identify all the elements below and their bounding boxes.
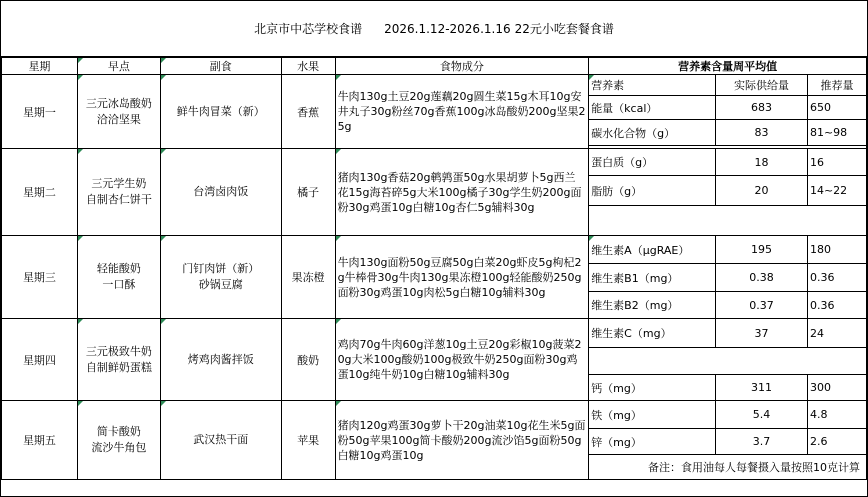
breakfast-item: 三元学生奶 [91,177,147,190]
nutrient-name: 维生素A（μgRAE） [589,236,716,264]
fruit-cell: 果冻橙 [281,236,335,319]
breakfast-cell [77,236,160,319]
col-day: 星期 [2,58,78,75]
page-title [1,1,867,57]
nutrient-actual: 0.37 [716,292,808,319]
col-fruit: 水果 [281,58,335,75]
nutrient-name: 铁（mg） [589,401,716,429]
nutrition-note: 备注：食用油每人每餐摄入量按照10克计算 [589,455,867,480]
ingredients-cell: 鸡肉70g牛肉60g洋葱10g土豆20g彩椒10g菠菜20g大米100g酸奶100g极致牛奶250g面粉30g鸡蛋10g纯牛奶10g白糖10g辅料30g [335,319,589,401]
breakfast-item: 三元冰岛酸奶 [85,96,152,110]
breakfast-item: 流沙牛角包 [91,441,147,454]
day-cell: 星期一 [2,75,78,149]
nutrient-recommended: 650 [807,96,866,120]
nutrient-name: 碳水化合物（g） [589,120,716,146]
side-cell [160,319,281,401]
breakfast-item: 轻能酸奶 [96,262,141,275]
breakfast-cell [77,149,160,236]
ingredients-cell: 猪肉130g香菇20g鹌鹑蛋50g水果胡萝卜5g西兰花15g海苔碎5g大米100g橘子30g学生奶200g面粉30g鸡蛋10g白糖10g杏仁5g辅料30g [335,149,589,236]
breakfast-cell [77,401,160,480]
breakfast-cell [77,319,160,401]
plan-name: 22元小吃套餐食谱 [514,22,614,36]
nutrient-actual: 3.7 [716,429,808,455]
nutrition-header-actual: 实际供给量 [716,75,808,96]
school-name: 北京市中芯学校食谱 [254,22,363,36]
nutrient-actual: 683 [716,96,808,120]
breakfast-item: 简卡酸奶 [96,425,141,438]
nutrient-actual: 18 [716,149,808,176]
header-row [2,58,867,75]
nutrient-recommended: 2.6 [807,429,866,455]
ingredients-cell: 牛肉130g面粉50g豆腐50g白菜20g虾皮5g枸杞2g牛棒骨30g牛肉130g果冻橙100g轻能酸奶250g面粉30g鸡蛋10g肉松5g白糖10g辅料30g [335,236,589,319]
nutrition-header-recommended: 推荐量 [807,75,866,96]
nutrient-recommended: 16 [807,149,866,176]
nutrient-recommended: 14~22 [807,176,866,206]
col-ingredients: 食物成分 [335,58,589,75]
nutrient-name: 维生素B2（mg） [589,292,716,319]
day-cell: 星期二 [2,149,78,236]
side-item: 烤鸡肉酱拌饭 [187,352,254,366]
breakfast-item: 自制杏仁饼干 [85,193,152,206]
nutrient-actual: 37 [716,319,808,348]
nutrient-recommended: 180 [807,236,866,264]
nutrient-name: 维生素B1（mg） [589,264,716,292]
col-side: 副食 [160,58,281,75]
breakfast-cell [77,75,160,149]
nutrient-recommended: 0.36 [807,264,866,292]
side-cell [160,149,281,236]
nutrient-name: 蛋白质（g） [589,149,716,176]
side-item: 鲜牛肉冒菜（新） [176,104,265,118]
breakfast-item: 一口酥 [102,278,136,291]
nutrient-name: 钙（mg） [589,375,716,401]
breakfast-item: 洽洽坚果 [96,112,141,126]
side-cell [160,401,281,480]
nutrient-recommended: 24 [807,319,866,348]
nutrient-actual: 20 [716,176,808,206]
side-item: 武汉热干面 [193,433,249,446]
fruit-cell: 苹果 [281,401,335,480]
side-cell [160,236,281,319]
nutrient-name: 维生素C（mg） [589,319,716,348]
side-item: 砂锅豆腐 [198,278,243,291]
ingredients-cell: 牛肉130g土豆20g莲藕20g圆生菜15g木耳10g安井丸子30g粉丝70g香蕉100g冰岛酸奶200g坚果25g [335,75,589,149]
col-breakfast: 早点 [77,58,160,75]
side-item: 台湾卤肉饭 [193,185,249,198]
ingredients-cell: 猪肉120g鸡蛋30g萝卜干20g油菜10g花生米5g面粉50g苹果100g简卡酸奶200g流沙馅5g面粉50g白糖10g鸡蛋10g [335,401,589,480]
nutrient-recommended: 300 [807,375,866,401]
nutrient-recommended: 0.36 [807,292,866,319]
nutrition-header-name: 营养素 [589,75,716,96]
nutrient-actual: 311 [716,375,808,401]
nutrient-name: 脂肪（g） [589,176,716,206]
nutrient-actual: 5.4 [716,401,808,429]
menu-table [1,57,867,480]
breakfast-item: 三元极致牛奶 [85,344,152,358]
nutrient-name: 能量（kcal） [589,96,716,120]
fruit-cell: 橘子 [281,149,335,236]
nutrient-actual: 83 [716,120,808,146]
side-item: 门钉肉饼（新） [182,262,260,275]
date-range: 2026.1.12-2026.1.16 [384,21,511,36]
nutrient-actual: 0.38 [716,264,808,292]
side-cell [160,75,281,149]
day-cell: 星期五 [2,401,78,480]
nutrient-recommended: 4.8 [807,401,866,429]
fruit-cell: 香蕉 [281,75,335,149]
nutrient-name: 锌（mg） [589,429,716,455]
day-cell: 星期四 [2,319,78,401]
col-nutrition-title: 营养素含量周平均值 [589,58,867,75]
nutrient-recommended: 81~98 [807,120,866,146]
day-cell: 星期三 [2,236,78,319]
breakfast-item: 自制鲜奶蛋糕 [85,360,152,374]
nutrient-actual: 195 [716,236,808,264]
fruit-cell: 酸奶 [281,319,335,401]
